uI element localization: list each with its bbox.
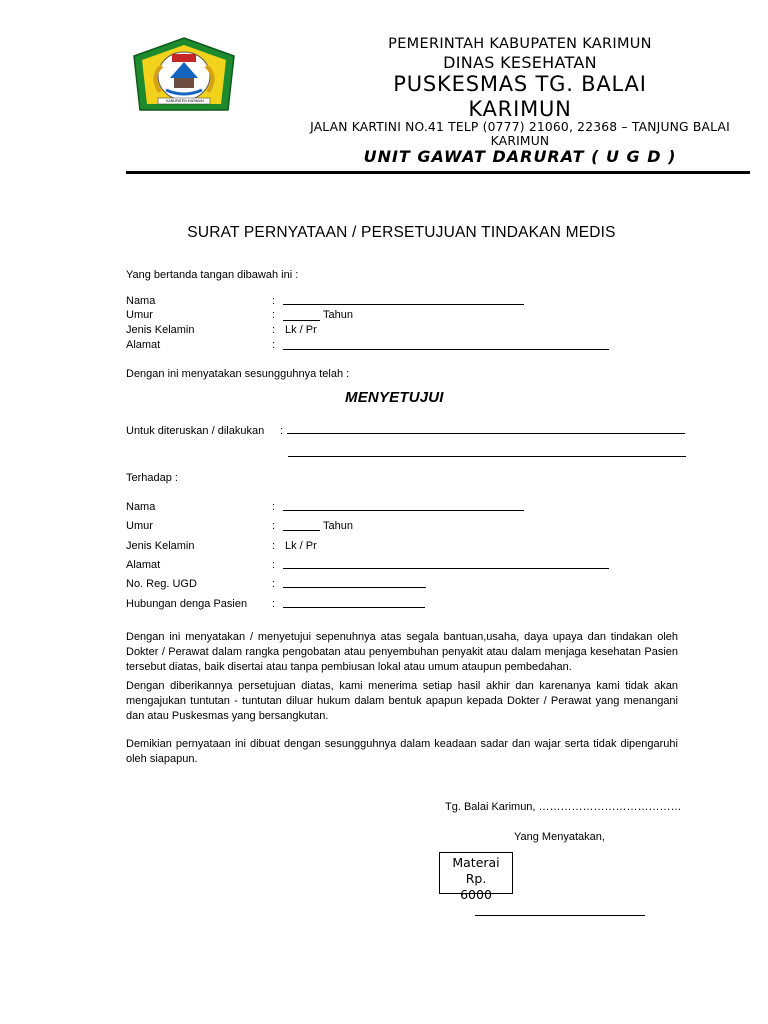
patient-nama-field[interactable] [283, 510, 524, 511]
signer-alamat-field[interactable] [283, 349, 609, 350]
colon: : [272, 520, 276, 532]
kabupaten-karimun-logo [130, 36, 238, 120]
untuk-label: Untuk diteruskan / dilakukan [126, 425, 265, 437]
patient-jenis-kelamin-label: Jenis Kelamin [126, 540, 195, 552]
patient-no-reg-label: No. Reg. UGD [126, 578, 197, 590]
header-divider [126, 171, 750, 174]
patient-tahun-label: Tahun [323, 520, 353, 532]
place-date: Tg. Balai Karimun, ………………………………… [445, 801, 682, 813]
document-title: SURAT PERNYATAAN / PERSETUJUAN TINDAKAN MEDIS [187, 224, 616, 241]
paragraph-waiver: Dengan diberikannya persetujuan diatas, kami menerima setiap hasil akhir dan karenanya kami tidak akan mengajukan tuntutan - tuntutan diluar hukum dalam bentuk apapun kepada Dokter / Perawat yang menangani dan atau Puskesmas yang bersangkutan. [126, 680, 678, 722]
colon: : [272, 339, 276, 351]
patient-no-reg-field[interactable] [283, 587, 426, 588]
colon: : [280, 425, 284, 437]
patient-lk-pr-option[interactable]: Lk / Pr [285, 540, 317, 552]
logo-caption: KABUPATEN KARIMUN [166, 99, 204, 103]
signer-jenis-kelamin-label: Jenis Kelamin [126, 324, 195, 336]
paragraph-consent: Dengan ini menyatakan / menyetujui sepenuhnya atas segala bantuan,usaha, daya upaya dan tindakan oleh Dokter / Perawat dalam rangka pengobatan atau penyembuhan penyakit atau dalam menjaga kesehatan Pasien tersebut diatas, baik disertai atau tanpa pembiusan lokal atau umum ataupun pembedahan. [126, 631, 678, 673]
materai-amount: 6000 [460, 887, 492, 902]
signer-tahun-label: Tahun [323, 309, 353, 321]
untuk-field-line-2[interactable] [288, 456, 686, 457]
colon: : [272, 324, 276, 336]
signature-line[interactable] [475, 915, 645, 916]
yang-menyatakan: Yang Menyatakan, [514, 831, 605, 843]
colon: : [272, 309, 276, 321]
emblem-icon [130, 36, 238, 120]
signer-nama-label: Nama [126, 295, 156, 307]
signer-alamat-label: Alamat [126, 339, 161, 351]
header-department: DINAS KESEHATAN [443, 53, 597, 72]
colon: : [272, 295, 276, 307]
signer-nama-field[interactable] [283, 304, 524, 305]
paragraph-closing: Demikian pernyataan ini dibuat dengan sesungguhnya dalam keadaan sadar dan wajar serta tidak dipengaruhi oleh siapapun. [126, 738, 678, 765]
header-unit: UNIT GAWAT DARURAT ( U G D ) [363, 147, 677, 166]
materai-rp: Rp. [465, 871, 487, 886]
materai-stamp-box [439, 852, 513, 902]
materai-label: Materai [452, 855, 500, 870]
patient-umur-label: Umur [126, 520, 153, 532]
header-address: JALAN KARTINI NO.41 TELP (0777) 21060, 22368 – TANJUNG BALAI KARIMUN [310, 120, 730, 148]
patient-hubungan-label: Hubungan denga Pasien [126, 598, 248, 610]
header-puskesmas: PUSKESMAS TG. BALAI KARIMUN [393, 72, 647, 121]
colon: : [272, 578, 276, 590]
terhadap-label: Terhadap : [126, 472, 178, 484]
colon: : [272, 598, 276, 610]
patient-nama-label: Nama [126, 501, 156, 513]
patient-hubungan-field[interactable] [283, 607, 425, 608]
untuk-field-line-1[interactable] [287, 433, 685, 434]
patient-umur-field[interactable] [283, 530, 320, 531]
patient-alamat-label: Alamat [126, 559, 161, 571]
colon: : [272, 540, 276, 552]
signer-umur-field[interactable] [283, 320, 320, 321]
signer-lk-pr-option[interactable]: Lk / Pr [285, 324, 317, 336]
header-government: PEMERINTAH KABUPATEN KARIMUN [388, 36, 652, 52]
intro-text: Yang bertanda tangan dibawah ini : [126, 269, 299, 281]
patient-alamat-field[interactable] [283, 568, 609, 569]
statement-text: Dengan ini menyatakan sesungguhnya telah : [126, 368, 350, 380]
signer-umur-label: Umur [126, 309, 153, 321]
menyetujui-heading: MENYETUJUI [345, 389, 444, 406]
colon: : [272, 559, 276, 571]
colon: : [272, 501, 276, 513]
